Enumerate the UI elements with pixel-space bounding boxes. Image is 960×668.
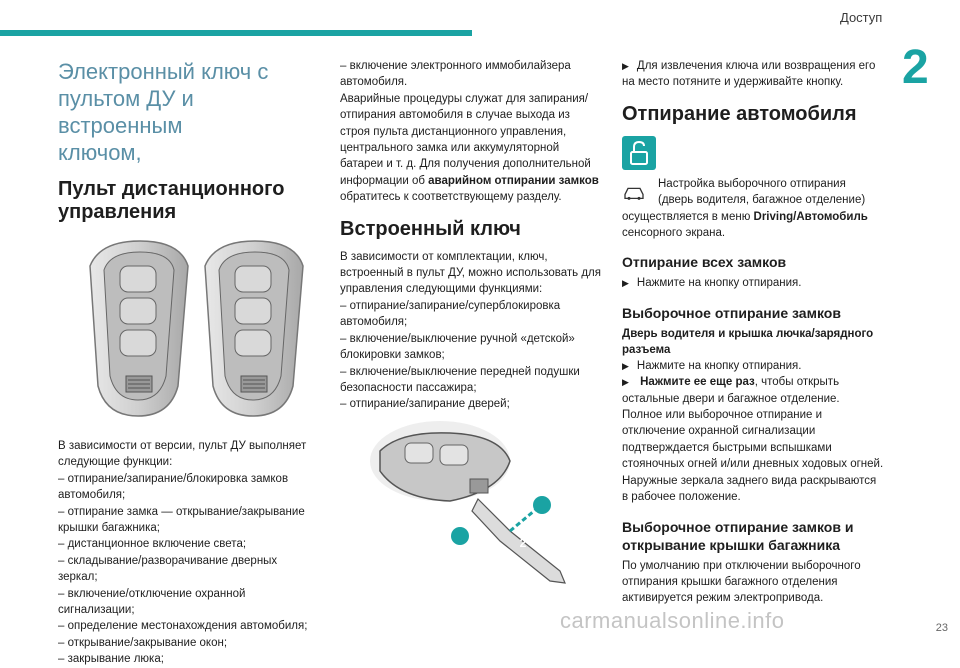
emergency-paragraph: Аварийные процедуры служат для запирания/отпирания автомобиля в случае выхода из строя пульта дистанционного управления, центрального замка или аккумуляторной батареи и т. д. Для получения дополнительной информации об аварийном отпирании замков обратитесь к соответствующему разделу. [340, 92, 599, 204]
builtin-key-functions-list [340, 298, 602, 413]
column-3: ▶ Для извлечения ключа или возвращения его на место потяните и удерживайте кнопку. Отпирание автомобиля Настройка выборочного отпирания (дверь водителя, багажное отделение) осуществляется в меню Driving/Автомобиль сенсорного экрана. Отпирание всех замков ▶ Нажмите на кнопку отпирания. Выборочное отпирание замков Дверь водителя и крышка лючка/зарядного разъема ▶ Нажмите на кнопку отпирания. ▶ Нажмите ее еще раз, чтобы открыть остальные двери и багажное отделение. Полное или выборочное отпирание и отключение охранной сигнализации подтверждается быстрыми вспышками стояночных огней и/или дневных ходовых огней. Наружные зеркала заднего вида раскрываются в рабочее положение. Выборочное отпирание замков и открывание крышки багажника По умолчанию при отключении выборочного отпирания крышки багажного отделения активируется режим электропривода. [622, 58, 884, 607]
trunk-text: По умолчанию при отключении выборочного отпирания крышки багажного отделения активируется режим электропривода. [622, 559, 861, 605]
selective-unlock-heading: Выборочное отпирание замков [622, 304, 841, 321]
unlock-heading: Отпирание автомобиля [622, 102, 857, 125]
trunk-unlock-heading: Выборочное отпирание замков и открывание крышки багажника [622, 518, 854, 553]
full-unlock-text: Полное или выборочное отпирание и отключение охранной сигнализации подтверждается быстрыми вспышками стояночных огней и/или дневных ходовых огней. [622, 409, 884, 471]
list-item: – складывание/разворачивание дверных зеркал; [58, 553, 318, 586]
driver-door-heading: Дверь водителя и крышка лючка/зарядного разъема [622, 327, 874, 356]
unlock-icon [622, 136, 656, 170]
chapter-number: 2 [902, 41, 929, 94]
callout-2-badge [533, 496, 551, 514]
column-1 [58, 58, 318, 668]
builtin-key-heading: Встроенный ключ [340, 217, 521, 240]
list-item: – включение/выключение передней подушки безопасности пассажира; [340, 364, 602, 397]
list-item: – включение/отключение охранной сигнализации; [58, 586, 318, 619]
header-accent-bar [0, 30, 472, 36]
list-item: – закрывание люка; [58, 651, 318, 667]
column-2 [340, 58, 602, 596]
list-item: – включение/выключение ручной «детской» блокировки замков; [340, 331, 602, 364]
watermark: carmanualsonline.info [560, 608, 785, 633]
chapter-title: Доступ [840, 10, 883, 25]
extract-instruction: ▶ Для извлечения ключа или возвращения его на место потяните и удерживайте кнопку. [622, 58, 884, 91]
key-extraction-illustration [360, 421, 580, 596]
unlock-all-step: ▶ Нажмите на кнопку отпирания. [622, 275, 884, 291]
selective-settings-text: Настройка выборочного отпирания (дверь водителя, багажное отделение) [658, 177, 866, 207]
section-title: Электронный ключ с пультом ДУ и встроенным ключом, [58, 59, 269, 165]
list-item: – отпирание/запирание дверей; [340, 396, 602, 412]
car-icon [622, 178, 646, 209]
list-item: – отпирание/запирание/суперблокировка автомобиля; [340, 298, 602, 331]
page-number: 23 [935, 622, 948, 634]
unlock-all-heading: Отпирание всех замков [622, 254, 787, 271]
remote-heading: Пульт дистанционного управления [58, 178, 285, 223]
callout-1-label: 1 [457, 566, 465, 580]
mirrors-text: Наружные зеркала заднего вида раскрываются в рабочее положение. [622, 474, 877, 504]
callout-1-badge [451, 527, 469, 545]
remote-intro: В зависимости от версии, пульт ДУ выполняет следующие функции: [58, 440, 307, 469]
driver-step-1: ▶ Нажмите на кнопку отпирания. [622, 358, 884, 374]
list-item: – включение электронного иммобилайзера автомобиля. [340, 58, 602, 91]
list-item: – отпирание замка — открывание/закрывание крышки багажника; [58, 504, 318, 537]
list-item: – отпирание/запирание/блокировка замков автомобиля; [58, 471, 318, 504]
driver-step-2: ▶ Нажмите ее еще раз, чтобы открыть остальные двери и багажное отделение. [622, 374, 884, 407]
callout-2-label: 2 [519, 536, 527, 550]
settings-menu-text: осуществляется в меню Driving/Автомобиль [622, 210, 868, 223]
list-item: – открывание/закрывание окон; [58, 635, 318, 651]
list-item: – дистанционное включение света; [58, 536, 318, 552]
builtin-key-intro: В зависимости от комплектации, ключ, встроенный в пульт ДУ, можно использовать для управления следующими функциями: [340, 250, 601, 296]
list-item: – определение местонахождения автомобиля; [58, 618, 318, 634]
remote-keys-illustration [70, 236, 320, 426]
remote-functions-list [58, 471, 318, 668]
